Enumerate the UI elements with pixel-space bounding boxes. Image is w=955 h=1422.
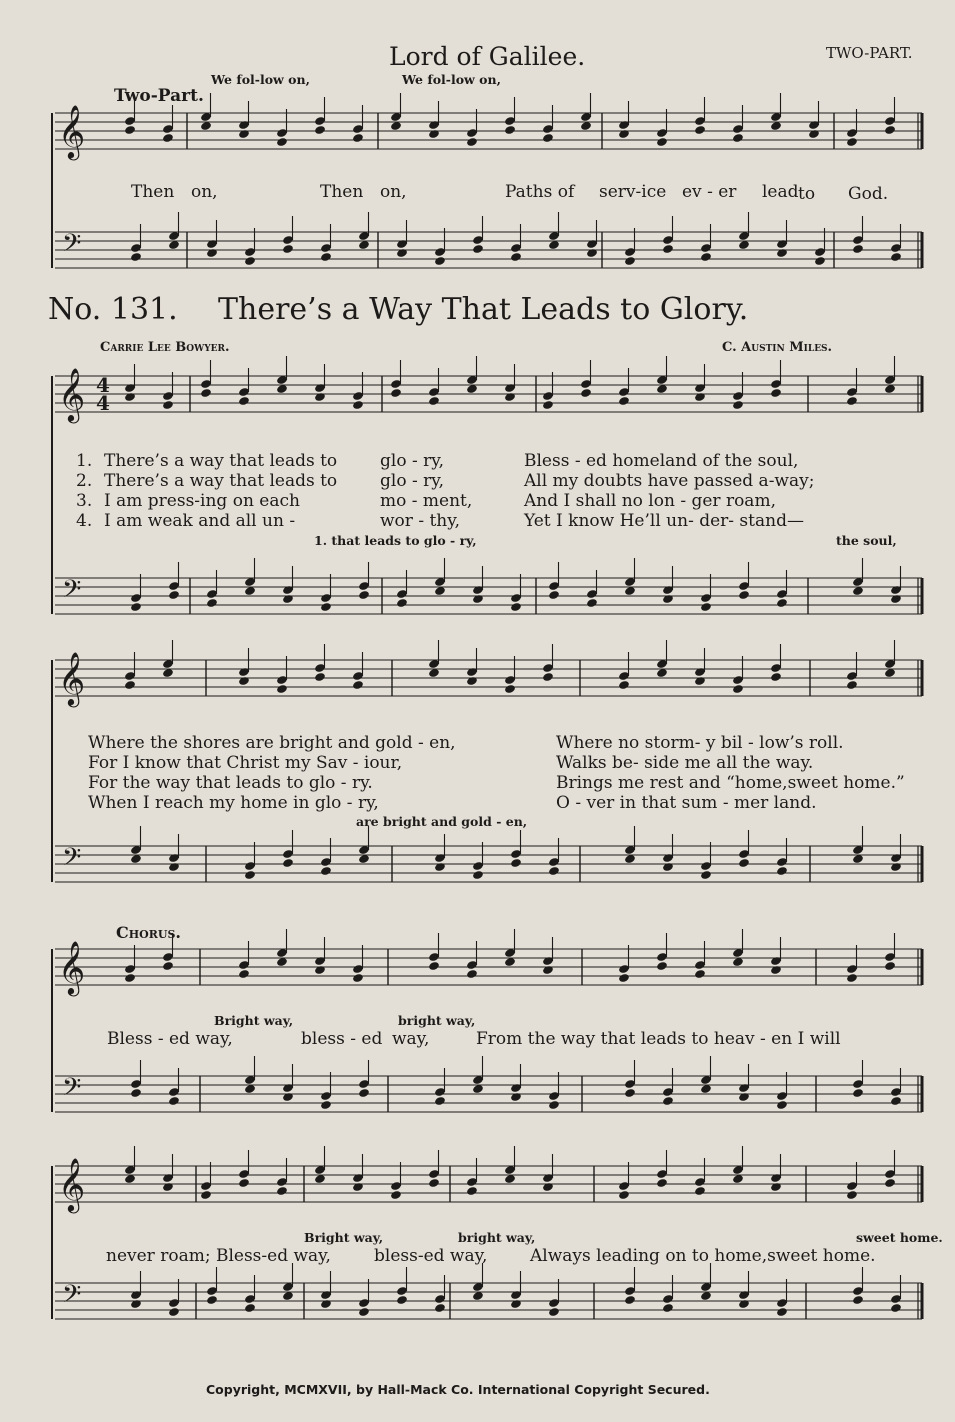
note-head xyxy=(884,961,896,971)
note-head xyxy=(358,1307,370,1317)
note-head xyxy=(618,1190,630,1200)
note-head xyxy=(890,1303,902,1313)
note-head xyxy=(656,1178,668,1188)
note-head xyxy=(276,137,288,147)
note-head xyxy=(320,1299,332,1309)
note-head xyxy=(656,137,668,147)
note-head xyxy=(428,961,440,971)
note-head xyxy=(434,256,446,266)
note-head xyxy=(846,396,858,406)
note-head xyxy=(130,602,142,612)
note-head xyxy=(662,1096,674,1106)
note-head xyxy=(466,676,478,686)
verse-line-a: There’s a way that leads to xyxy=(104,451,338,471)
note-head xyxy=(732,684,744,694)
note-head xyxy=(428,396,440,406)
echo-line-right: the soul, xyxy=(836,533,897,548)
note-head xyxy=(168,862,180,872)
chorus-lyric: never roam; Bless-ed way, xyxy=(106,1246,331,1266)
note-head xyxy=(586,248,598,258)
note-head xyxy=(776,866,788,876)
verse-line-b: wor - thy, xyxy=(380,511,460,531)
verse-line-a: I am weak and all un - xyxy=(104,511,296,531)
note-head xyxy=(618,973,630,983)
verse-line-b: Where no storm- y bil - low’s roll. xyxy=(556,733,844,753)
note-head xyxy=(662,244,674,254)
note-head xyxy=(200,1190,212,1200)
note-head xyxy=(352,973,364,983)
note-head xyxy=(738,1299,750,1309)
clef: 𝄢 xyxy=(62,843,82,878)
note-head xyxy=(510,1092,522,1102)
clef: 𝄞 xyxy=(58,104,86,158)
note-head xyxy=(700,252,712,262)
note-head xyxy=(130,252,142,262)
prev-lyric-10: God. xyxy=(848,184,889,204)
note-head xyxy=(542,133,554,143)
prev-lyric-9: to xyxy=(798,184,816,204)
note-head xyxy=(238,676,250,686)
hymn-number: No. 131. xyxy=(48,292,178,327)
note-head xyxy=(548,590,560,600)
clef: 𝄢 xyxy=(62,229,82,264)
note-head xyxy=(542,400,554,410)
note-head xyxy=(548,1100,560,1110)
clef: 𝄞 xyxy=(58,1157,86,1211)
note-head xyxy=(884,1178,896,1188)
note-head xyxy=(624,256,636,266)
two-part-marker: Two-Part. xyxy=(114,86,204,106)
note-head xyxy=(282,594,294,604)
note-head xyxy=(466,969,478,979)
note-head xyxy=(314,672,326,682)
note-head xyxy=(814,256,826,266)
verse-line-b: Walks be- side me all the way. xyxy=(556,753,814,773)
prev-lyric-1: Then xyxy=(131,182,175,202)
note-head xyxy=(624,1088,636,1098)
note-head xyxy=(618,680,630,690)
chorus-echo: sweet home. xyxy=(856,1230,943,1245)
note-head xyxy=(732,133,744,143)
note-head xyxy=(808,129,820,139)
chorus-lyric: From the way that leads to heav - en I will xyxy=(476,1029,841,1049)
note-head xyxy=(396,598,408,608)
time-signature: 4 xyxy=(96,373,110,397)
note-head xyxy=(162,961,174,971)
note-head xyxy=(162,133,174,143)
note-head xyxy=(852,244,864,254)
note-head xyxy=(352,133,364,143)
note-head xyxy=(124,125,136,135)
note-head xyxy=(586,598,598,608)
note-head xyxy=(580,388,592,398)
note-head xyxy=(238,129,250,139)
note-head xyxy=(124,973,136,983)
note-head xyxy=(618,396,630,406)
note-head xyxy=(314,125,326,135)
note-head xyxy=(466,137,478,147)
note-head xyxy=(320,602,332,612)
note-head xyxy=(238,969,250,979)
note-head xyxy=(244,1303,256,1313)
note-head xyxy=(472,870,484,880)
clef: 𝄢 xyxy=(62,1073,82,1108)
note-head xyxy=(434,1303,446,1313)
prev-lyric-3: Then xyxy=(320,182,364,202)
note-head xyxy=(282,858,294,868)
note-head xyxy=(852,1295,864,1305)
verse-line-a: There’s a way that leads to xyxy=(104,471,338,491)
note-head xyxy=(694,392,706,402)
note-head xyxy=(846,973,858,983)
verse-line-c: Yet I know He’ll un- der- stand— xyxy=(524,511,804,531)
note-head xyxy=(168,1096,180,1106)
note-head xyxy=(890,862,902,872)
note-head xyxy=(884,125,896,135)
note-head xyxy=(846,680,858,690)
time-signature: 4 xyxy=(96,391,110,415)
chorus-echo: bright way, xyxy=(398,1013,476,1028)
note-head xyxy=(352,400,364,410)
two-part-corner-label: TWO-PART. xyxy=(826,44,913,62)
note-head xyxy=(776,1100,788,1110)
note-head xyxy=(200,388,212,398)
note-head xyxy=(770,672,782,682)
verse-number: 3. xyxy=(76,491,93,511)
note-head xyxy=(548,1307,560,1317)
chorus-lyric: bless-ed way, xyxy=(374,1246,488,1266)
note-head xyxy=(238,1178,250,1188)
note-head xyxy=(770,388,782,398)
verse-line-b: Brings me rest and “home,sweet home.” xyxy=(556,773,905,793)
prev-hymn-title: Lord of Galilee. xyxy=(389,42,586,71)
note-head xyxy=(244,256,256,266)
note-head xyxy=(732,400,744,410)
note-head xyxy=(510,858,522,868)
chorus-lyric: Bless - ed way, xyxy=(107,1029,233,1049)
note-head xyxy=(358,590,370,600)
note-head xyxy=(776,1307,788,1317)
prev-lyric-2: on, xyxy=(191,182,218,202)
prev-lyric-5: Paths of xyxy=(505,182,575,202)
chorus-echo: Bright way, xyxy=(304,1230,384,1245)
verse-line-b: glo - ry, xyxy=(380,471,444,491)
verse-number: 2. xyxy=(76,471,93,491)
note-head xyxy=(700,870,712,880)
verse-line-a: When I reach my home in glo - ry, xyxy=(88,793,379,813)
note-head xyxy=(168,1307,180,1317)
note-head xyxy=(390,388,402,398)
note-head xyxy=(776,598,788,608)
note-head xyxy=(130,1299,142,1309)
note-head xyxy=(694,676,706,686)
note-head xyxy=(504,684,516,694)
chorus-echo: Bright way, xyxy=(214,1013,294,1028)
note-head xyxy=(738,1092,750,1102)
verse-line-a: For the way that leads to glo - ry. xyxy=(88,773,373,793)
clef: 𝄞 xyxy=(58,940,86,994)
note-head xyxy=(244,870,256,880)
note-head xyxy=(320,252,332,262)
verse-line-b: mo - ment, xyxy=(380,491,473,511)
prev-lyric-8: lead xyxy=(762,182,799,202)
note-head xyxy=(162,1182,174,1192)
prev-lyric-6: serv-ice xyxy=(599,182,667,202)
prev-lyric-7: ev - er xyxy=(682,182,737,202)
note-head xyxy=(206,598,218,608)
note-head xyxy=(206,1295,218,1305)
clef: 𝄞 xyxy=(58,651,86,705)
verse-number: 1. xyxy=(76,451,93,471)
verse-line-c: And I shall no lon - ger roam, xyxy=(524,491,776,511)
hymn-composer: C. Austin Miles. xyxy=(722,340,833,355)
chorus-lyric: way, xyxy=(392,1029,430,1049)
hymn-title: There’s a Way That Leads to Glory. xyxy=(218,292,749,327)
note-head xyxy=(396,248,408,258)
note-head xyxy=(890,1096,902,1106)
note-head xyxy=(542,1182,554,1192)
note-head xyxy=(504,125,516,135)
note-head xyxy=(466,1186,478,1196)
clef: 𝄢 xyxy=(62,575,82,610)
note-head xyxy=(168,590,180,600)
chorus-lyric: Always leading on to home,sweet home. xyxy=(530,1246,876,1266)
note-head xyxy=(162,400,174,410)
copyright-notice: Copyright, MCMXVII, by Hall-Mack Co. International Copyright Secured. xyxy=(206,1382,710,1397)
note-head xyxy=(770,965,782,975)
note-head xyxy=(124,680,136,690)
note-head xyxy=(510,602,522,612)
note-head xyxy=(700,602,712,612)
hymn-author: Carrie Lee Bowyer. xyxy=(100,340,230,355)
verse-line-c: Bless - ed homeland of the soul, xyxy=(524,451,799,471)
verse-line-a: For I know that Christ my Sav - iour, xyxy=(88,753,403,773)
note-head xyxy=(694,1186,706,1196)
note-head xyxy=(770,1182,782,1192)
verse-line-c: All my doubts have passed a-way; xyxy=(524,471,815,491)
note-head xyxy=(846,137,858,147)
note-head xyxy=(662,862,674,872)
note-head xyxy=(662,594,674,604)
note-head xyxy=(890,594,902,604)
chorus-label: Chorus. xyxy=(116,923,181,942)
note-head xyxy=(276,1186,288,1196)
note-head xyxy=(656,961,668,971)
note-head xyxy=(314,392,326,402)
clef: 𝄢 xyxy=(62,1280,82,1315)
note-head xyxy=(542,965,554,975)
verse-line-b: O - ver in that sum - mer land. xyxy=(556,793,817,813)
note-head xyxy=(618,129,630,139)
verse-line-a: I am press-ing on each xyxy=(104,491,300,511)
echo-line-left: 1. that leads to glo - ry, xyxy=(314,533,477,548)
note-head xyxy=(542,672,554,682)
note-head xyxy=(206,248,218,258)
note-head xyxy=(510,252,522,262)
note-head xyxy=(548,866,560,876)
note-head xyxy=(738,858,750,868)
note-head xyxy=(130,1088,142,1098)
note-head xyxy=(852,1088,864,1098)
note-head xyxy=(890,252,902,262)
note-head xyxy=(472,244,484,254)
prev-lyric-4: on, xyxy=(380,182,407,202)
note-head xyxy=(428,1178,440,1188)
chorus-echo: bright way, xyxy=(458,1230,536,1245)
echo-line: are bright and gold - en, xyxy=(356,814,528,829)
note-head xyxy=(434,862,446,872)
note-head xyxy=(352,1182,364,1192)
note-head xyxy=(282,244,294,254)
note-head xyxy=(396,1295,408,1305)
note-head xyxy=(282,1092,294,1102)
note-head xyxy=(124,392,136,402)
note-head xyxy=(776,248,788,258)
verse-line-b: glo - ry, xyxy=(380,451,444,471)
prev-echo-right: We fol-low on, xyxy=(402,72,501,87)
note-head xyxy=(314,965,326,975)
note-head xyxy=(694,125,706,135)
verse-line-a: Where the shores are bright and gold - en, xyxy=(88,733,456,753)
note-head xyxy=(238,396,250,406)
note-head xyxy=(472,594,484,604)
note-head xyxy=(390,1190,402,1200)
note-head xyxy=(358,1088,370,1098)
note-head xyxy=(320,866,332,876)
note-head xyxy=(352,680,364,690)
note-head xyxy=(320,1100,332,1110)
note-head xyxy=(624,1295,636,1305)
note-head xyxy=(846,1190,858,1200)
prev-echo-left: We fol-low on, xyxy=(211,72,310,87)
note-head xyxy=(434,1096,446,1106)
note-head xyxy=(428,129,440,139)
note-head xyxy=(738,590,750,600)
note-head xyxy=(276,684,288,694)
chorus-lyric: bless - ed xyxy=(301,1029,383,1049)
clef: 𝄞 xyxy=(58,367,86,421)
note-head xyxy=(694,969,706,979)
note-head xyxy=(504,392,516,402)
note-head xyxy=(662,1303,674,1313)
verse-number: 4. xyxy=(76,511,93,531)
note-head xyxy=(510,1299,522,1309)
